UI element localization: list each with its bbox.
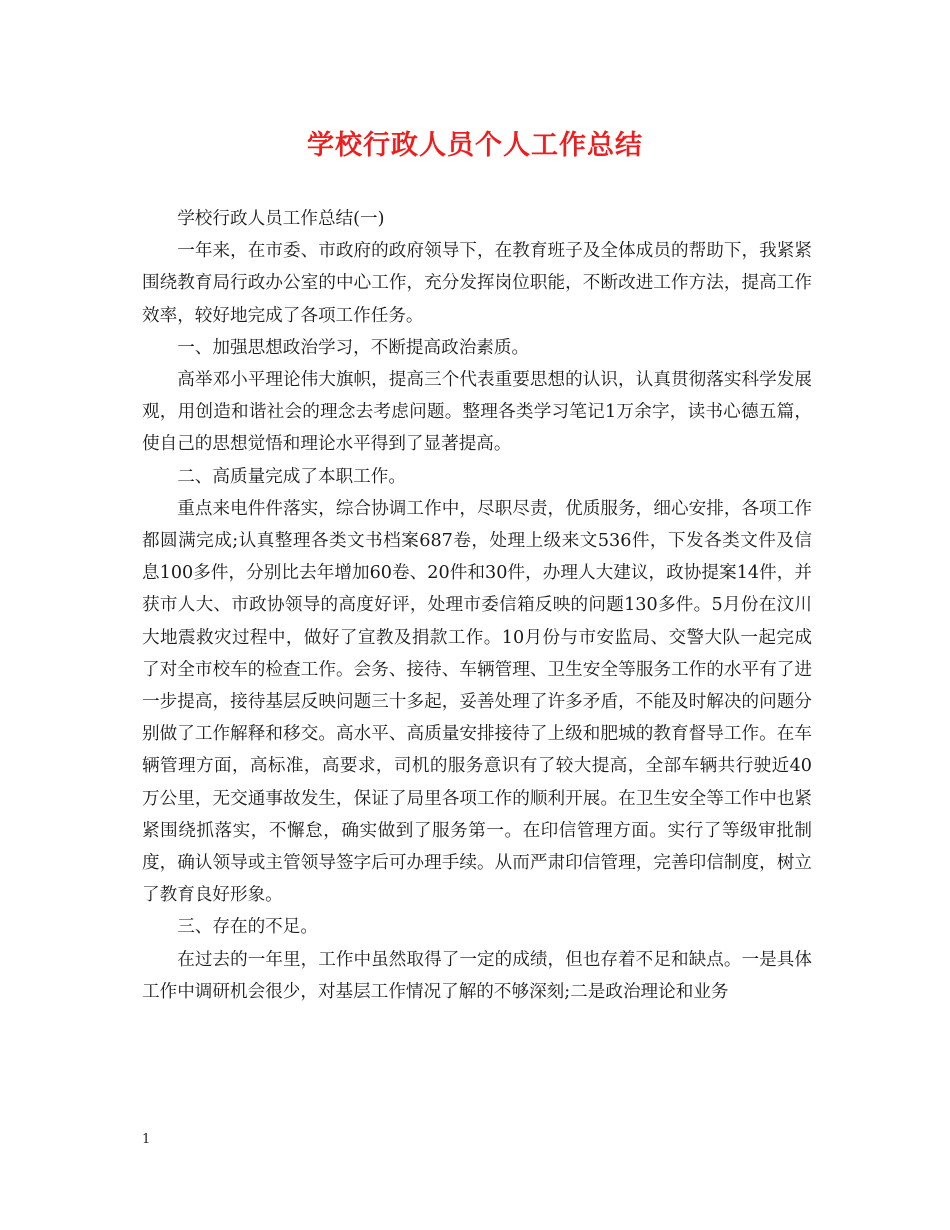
heading-political-study: 一、加强思想政治学习，不断提高政治素质。 [177,337,530,358]
document-title: 学校行政人员个人工作总结 [307,130,643,161]
section-heading-part-one: 学校行政人员工作总结(一) [177,209,385,229]
paragraph-duty-work: 重点来电件件落实，综合协调工作中，尽职尽责，优质服务，细心安排，各项工作都圆满完成;认真整理各类文书档案687卷，处理上级来文536件，下发各类文件及信息100多件，分别比去年增加60卷、20件和30件，办理人大建议，政协提案14件，并获市人大、市政协领导的高度好评，处理市委信箱反映的问题130多件。5月份在汶川大地震救灾过程中，做好了宣教及捐款工作。10月份与市安监局、交警大队一起完成了对全市校车的检查工作。会务、接待、车辆管理、卫生安全等服务工作的水平有了进一步提高，接待基层反映问题三十多起，妥善处理了许多矛盾，不能及时解决的问题分别做了工作解释和移交。高水平、高质量安排接待了上级和肥城的教育督导工作。在车辆管理方面，高标准，高要求，司机的服务意识有了较大提高，全部车辆共行驶近40万公里，无交通事故发生，保证了局里各项工作的顺利开展。在卫生安全等工作中也紧紧围绕抓落实，不懈怠，确实做到了服务第一。在印信管理方面。实行了等级审批制度，确认领导或主管领导签字后可办理手续。从而严肃印信管理，完善印信制度，树立了教育良好形象。 [142,498,812,906]
paragraph-political-study: 高举邓小平理论伟大旗帜，提高三个代表重要思想的认识，认真贯彻落实科学发展观，用创造和谐社会的理念去考虑问题。整理各类学习笔记1万余字，读书心德五篇，使自己的思想觉悟和理论水平得到了显著提高。 [142,370,812,455]
document-body [142,203,812,1008]
intro-paragraph: 一年来，在市委、市政府的政府领导下，在教育班子及全体成员的帮助下，我紧紧围绕教育局行政办公室的中心工作，充分发挥岗位职能，不断改进工作方法，提高工作效率，较好地完成了各项工作任务。 [142,241,812,326]
paragraph-shortcomings: 在过去的一年里，工作中虽然取得了一定的成绩，但也存着不足和缺点。一是具体工作中调研机会很少，对基层工作情况了解的不够深刻;二是政治理论和业务 [142,949,812,1002]
page-number: 1 [142,1132,151,1147]
heading-duty-work: 二、高质量完成了本职工作。 [177,466,406,487]
heading-shortcomings: 三、存在的不足。 [177,917,318,938]
